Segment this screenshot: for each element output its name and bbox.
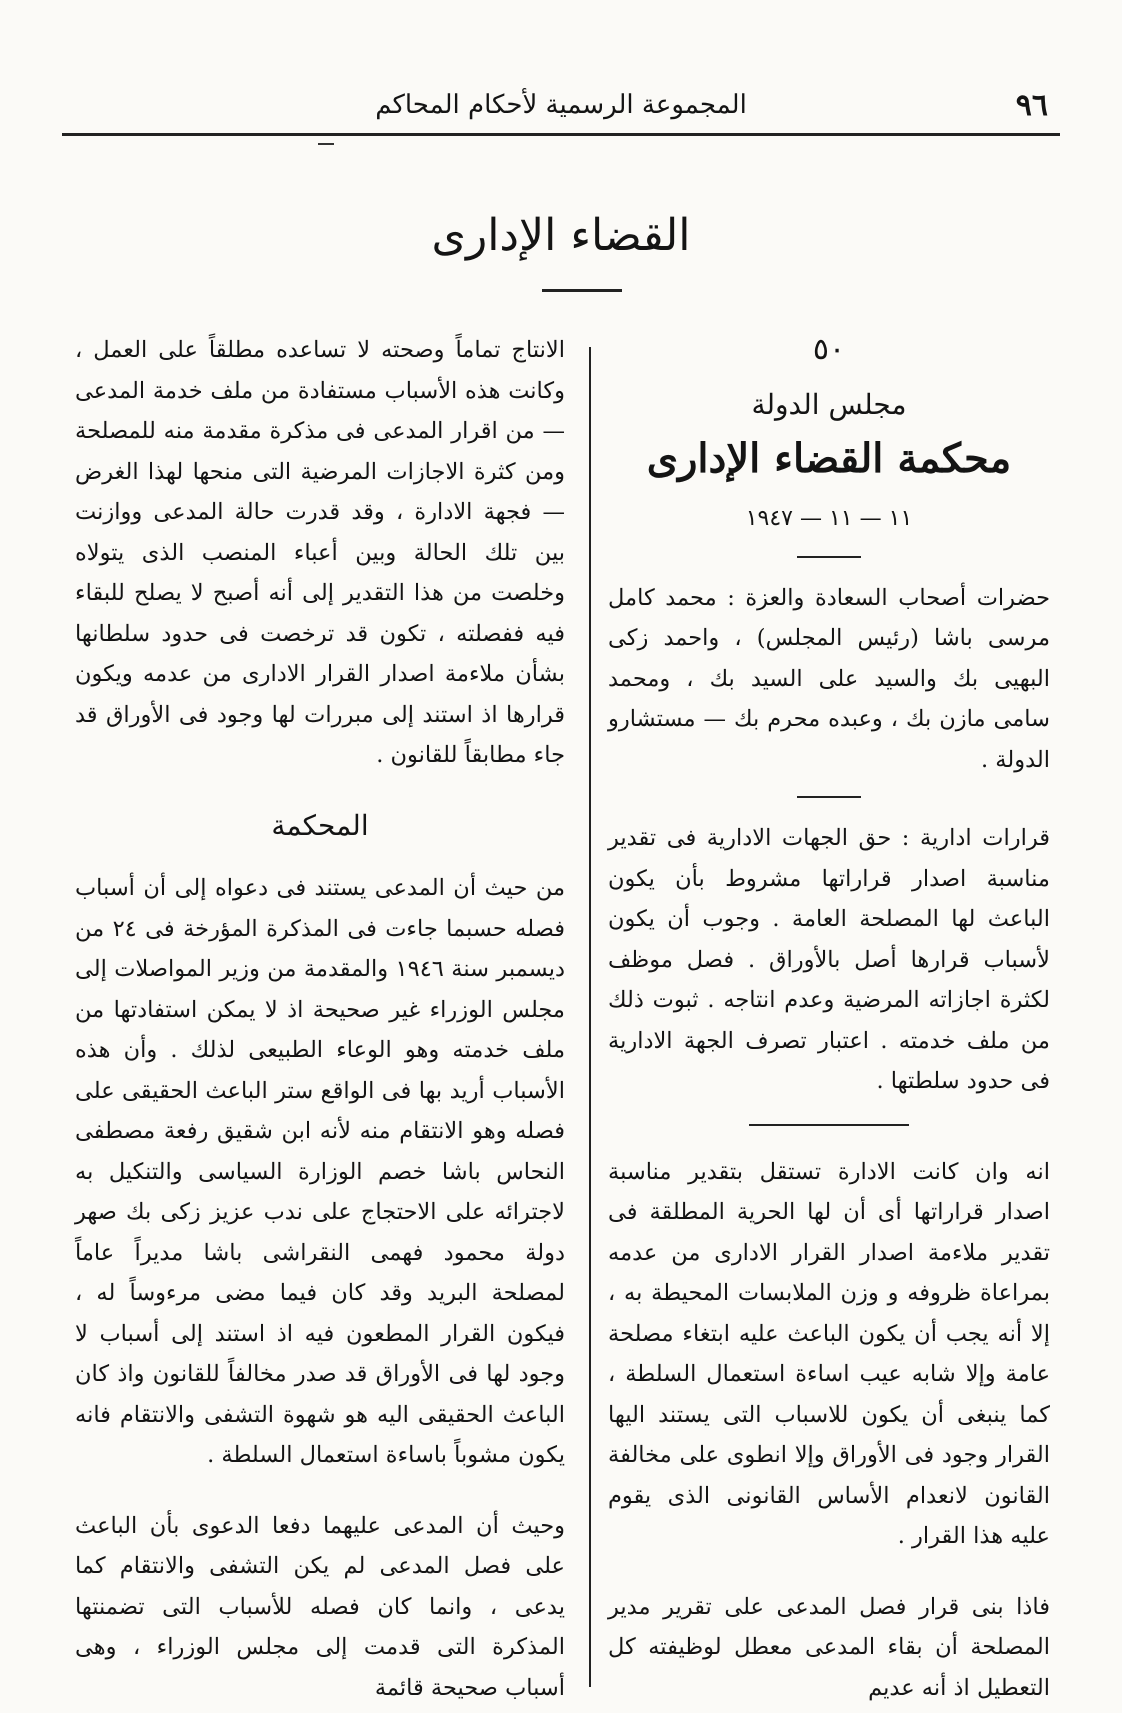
judgment-paragraph-2: وحيث أن المدعى عليهما دفعا الدعوى بأن الباعث على فصل المدعى لم يكن التشفى والانتقام كما يدعى ، وانما كان فصله للأسباب التى تضمنتها المذكرة التى قدمت إلى مجلس الوزراء ، وهى أسباب صحيحة قائمة	[75, 1512, 565, 1701]
date-rule	[797, 556, 861, 558]
bench-paragraph: حضرات أصحاب السعادة والعزة : محمد كامل مرسى باشا (رئيس المجلس) ، واحمد زكى البهيى بك والسيد على السيد بك ، ومحمد سامى مازن بك ، وعبده محرم بك — مستشارو الدولة .	[608, 584, 1050, 773]
summary-rule	[749, 1124, 909, 1126]
section-title-rule	[542, 289, 622, 292]
paragraph-gap	[608, 1557, 1050, 1587]
principle-paragraph-2: فاذا بنى قرار فصل المدعى على تقرير مدير المصلحة أن بقاء المدعى معطل لوظيفته كل التعطيل اذ أنه عديم	[608, 1593, 1050, 1701]
continuation-paragraph: الانتاج تماماً وصحته لا تساعده مطلقاً على العمل ، وكانت هذه الأسباب مستفادة من ملف خدمة المدعى — من اقرار المدعى فى مذكرة مقدمة منه للمصلحة ومن كثرة الاجازات المرضية التى منحها لهذا الغرض — فجهة الادارة ، وقد قدرت حالة المدعى ووازنت بين تلك الحالة وبين أعباء المنصب الذى يتولاه وخلصت من هذا التقدير إلى أنه أصبح لا يصلح للبقاء فيه ففصلته ، تكون قد ترخصت فى حدود سلطانها بشأن ملاءمة اصدار القرار الادارى من عدمه ويكون قرارها اذ استند إلى مبررات لها وجود فى الأوراق قد جاء مطابقاً للقانون .	[75, 337, 565, 768]
judgment-paragraph-1: من حيث أن المدعى يستند فى دعواه إلى أن أسباب فصله حسبما جاءت فى المذكرة المؤرخة فى ٢٤ من ديسمبر سنة ١٩٤٦ والمقدمة من وزير المواصلات إلى مجلس الوزراء غير صحيحة اذ لا يمكن استفادتها من ملف خدمته وهو الوعاء الطبيعى لذلك . وأن هذه الأسباب أريد بها فى الواقع ستر الباعث الحقيقى على فصله وهو الانتقام منه لأنه ابن شقيق رفعة مصطفى النحاس باشا خصم الوزارة السياسى والتنكيل به لاجترائه على الاحتجاج على ندب عزيز زكى بك صهر دولة محمود فهمى النقراشى باشا مديراً عاماً لمصلحة البريد وقد كان فيما مضى مرءوساً له ، فيكون القرار المطعون فيه اذ استند إلى أسباب لا وجود لها فى الأوراق قد صدر مخالفاً للقانون واذ كان الباعث الحقيقى اليه هو شهوة التشفى والانتقام فانه يكون مشوباً باساءة استعمال السلطة .	[75, 875, 566, 1468]
header-tick-mark	[318, 143, 334, 145]
page-number: ٩٦	[1015, 88, 1048, 123]
running-title: المجموعة الرسمية لأحكام المحاكم	[375, 90, 747, 120]
section-title: القضاء الإدارى	[431, 210, 691, 261]
case-number: ٥٠	[812, 332, 846, 367]
left-column	[75, 330, 565, 1708]
judgment-date: ١١ — ١١ — ١٩٤٧	[745, 506, 913, 531]
column-divider	[589, 347, 591, 1687]
page-header	[60, 88, 1062, 128]
council-name: مجلس الدولة	[751, 387, 907, 421]
header-rule	[62, 133, 1060, 136]
court-name: محكمة القضاء الإدارى	[646, 435, 1012, 482]
court-heading: المحكمة	[271, 808, 369, 842]
summary-paragraph: قرارات ادارية : حق الجهات الادارية فى تقدير مناسبة اصدار قراراتها مشروط بأن يكون الباعث لها المصلحة العامة . وجوب أن يكون لأسباب قرارها أصل بالأوراق . فصل موظف لكثرة اجازاته المرضية وعدم انتاجه . ثبوت ذلك من ملف خدمته . اعتبار تصرف الجهة الادارية فى حدود سلطتها .	[608, 825, 1050, 1094]
principle-paragraph-1: انه وان كانت الادارة تستقل بتقدير مناسبة اصدار قراراتها أى أن لها الحرية المطلقة فى تقدير ملاءمة اصدار القرار الادارى من عدمه بمراعاة ظروفه و وزن الملابسات المحيطة به ، إلا أنه يجب أن يكون الباعث عليه ابتغاء مصلحة عامة وإلا شابه عيب اساءة استعمال السلطة ، كما ينبغى أن يكون للاسباب التى يستند اليها القرار وجود فى الأوراق وإلا انطوى على مخالفة القانون لانعدام الأساس القانونى الذى يقوم عليه هذا القرار .	[608, 1158, 1050, 1549]
bench-rule	[797, 796, 861, 798]
right-column	[608, 330, 1050, 1708]
paragraph-gap	[75, 1476, 565, 1506]
